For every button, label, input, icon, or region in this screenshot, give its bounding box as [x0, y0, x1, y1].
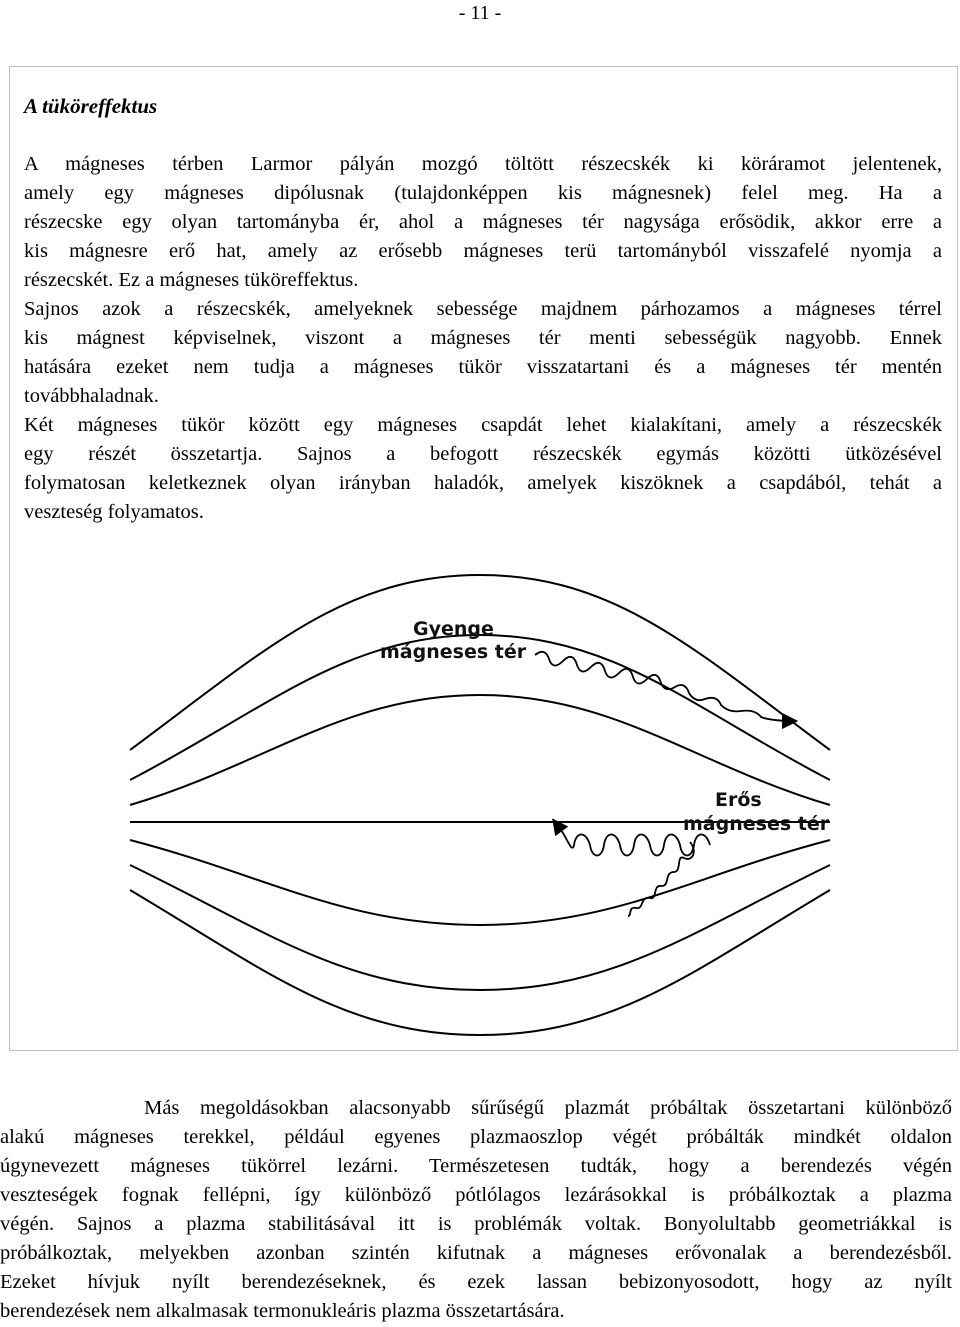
- text-line: Két mágneses tükör között egy mágneses csapdát lehet kialakítani, amely a részecskék: [24, 414, 942, 436]
- magnetic-mirror-figure: [115, 560, 845, 1048]
- text-line: egy részét összetartja. Sajnos a befogott részecskék egymás közötti ütközésével: [24, 443, 942, 465]
- box-paragraph-2: [24, 295, 942, 411]
- box-paragraph-1: [24, 150, 942, 295]
- text-line: részecskét. Ez a mágneses tüköreffektus.: [24, 269, 359, 291]
- field-line-bottom-2: [130, 865, 830, 990]
- text-line: úgynevezett mágneses tükörrel lezárni. Természetesen tudták, hogy a berendezés végén: [0, 1155, 952, 1177]
- text-line: próbálkoztak, melyekben azonban szintén kifutnak a mágneses erővonalak a berendezésből.: [0, 1242, 952, 1264]
- text-line: veszteség folyamatos.: [24, 501, 204, 523]
- label-weak-field-line1: Gyenge: [413, 618, 494, 640]
- section-title: A tüköreffektus: [24, 94, 158, 118]
- text-line: folymatosan keletkeznek olyan irányban haladók, amelyek kiszöknek a csapdából, tehát a: [24, 472, 942, 494]
- text-line: hatására ezeket nem tudja a mágneses tükör visszatartani és a mágneses tér mentén: [24, 356, 942, 378]
- text-line: veszteségek fognak fellépni, így különböző pótlólagos lezárásokkal is próbálkoztak a plazma: [0, 1184, 952, 1206]
- box-paragraph-3: [24, 411, 942, 527]
- text-line: kis mágnesre erő hat, amely az erősebb mágneses terü tartományból visszafelé nyomja a: [24, 240, 942, 262]
- text-line: Más megoldásokban alacsonyabb sűrűségű plazmát próbáltak összetartani különböző: [0, 1097, 952, 1119]
- label-weak-field-line2: mágneses tér: [380, 641, 527, 663]
- text-line: berendezések nem alkalmasak termonukleáris plazma összetartására.: [0, 1300, 565, 1322]
- label-strong-field-line1: Erős: [715, 789, 762, 811]
- field-line-bottom-1: [130, 840, 830, 925]
- text-line: Sajnos azok a részecskék, amelyeknek sebessége majdnem párhozamos a mágneses térrel: [24, 298, 942, 320]
- text-line: továbbhaladnak.: [24, 385, 159, 407]
- bottom-paragraph: [0, 1094, 952, 1326]
- magnetic-mirror-diagram: [115, 560, 845, 1048]
- text-line: A mágneses térben Larmor pályán mozgó töltött részecskék ki köráramot jelentenek,: [24, 153, 942, 175]
- text-line: Ezeket hívjuk nyílt berendezéseknek, és ezek lassan bebizonyosodott, hogy az nyílt: [0, 1271, 952, 1293]
- text-line: részecske egy olyan tartományba ér, ahol a mágneses tér nagysága erősödik, akkor erre a: [24, 211, 942, 233]
- text-line: végén. Sajnos a plazma stabilitásával itt is problémák voltak. Bonyolultabb geometriákkal is: [0, 1213, 952, 1235]
- page-number: - 11 -: [458, 2, 502, 24]
- field-line-bottom-3: [130, 890, 830, 1035]
- text-line: kis mágnest képviselnek, viszont a mágneses tér menti sebességük nagyobb. Ennek: [24, 327, 942, 349]
- label-strong-field-line2: mágneses tér: [683, 813, 830, 835]
- text-line: alakú mágneses terekkel, például egyenes plazmaoszlop végét próbálták mindkét oldalon: [0, 1126, 952, 1148]
- text-line: amely egy mágneses dipólusnak (tulajdonképpen kis mágnesnek) felel meg. Ha a: [24, 182, 942, 204]
